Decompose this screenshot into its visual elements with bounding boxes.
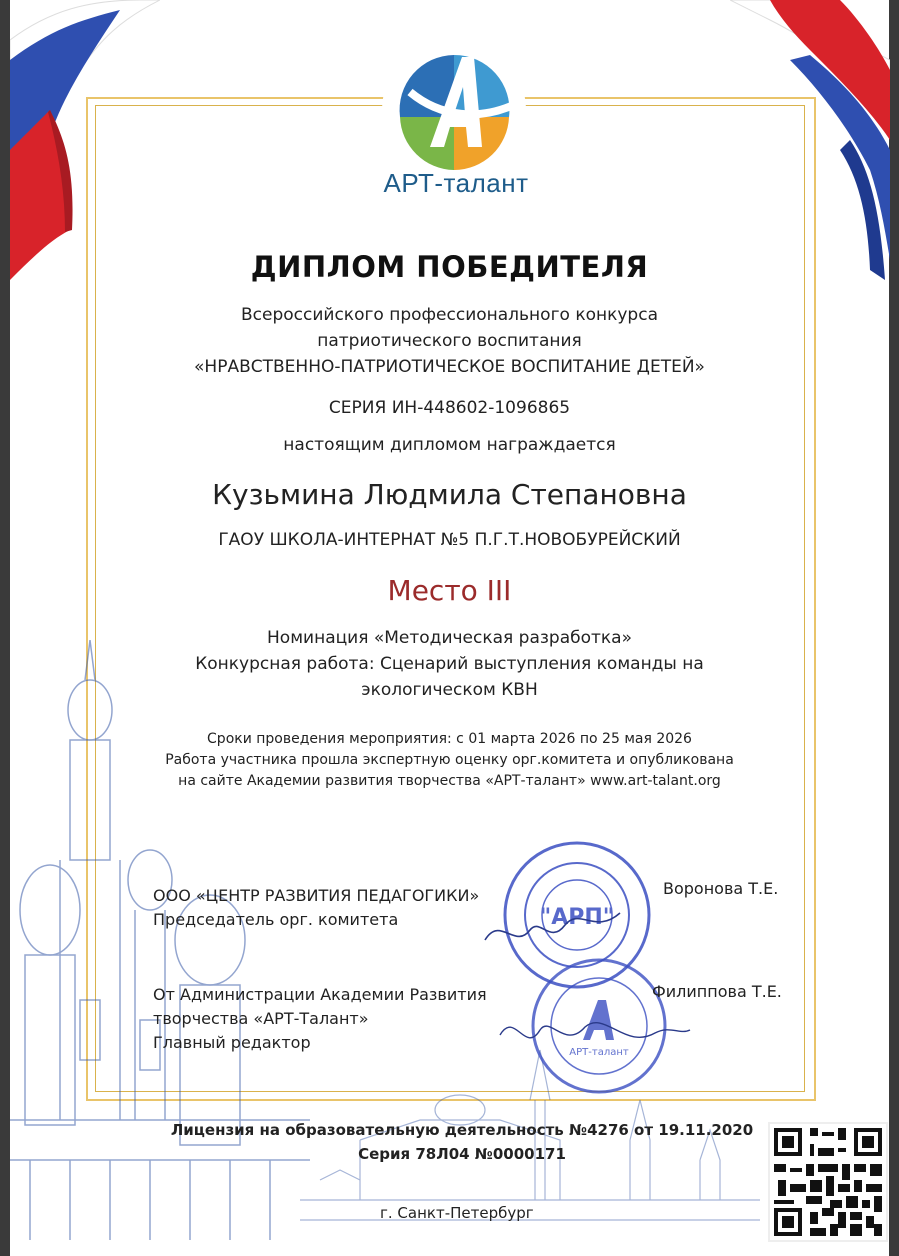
- event-dates: Сроки проведения мероприятия: с 01 марта 2026 по 25 мая 2026: [207, 731, 692, 747]
- stamp-art-talant-text: АРТ-талант: [569, 1047, 629, 1058]
- license-text: Лицензия на образовательную деятельность №4276 от 19.11.2020: [170, 1121, 754, 1139]
- series-number: СЕРИЯ ИН-448602-1096865: [328, 398, 571, 418]
- work-title-line-1: Конкурсная работа: Сценарий выступления команды на: [195, 654, 704, 674]
- logo-wordmark: АРТ-талант: [383, 168, 529, 198]
- organizer-role: Председатель орг. комитета: [153, 910, 399, 929]
- administration-line-1: От Администрации Академии Развития: [153, 985, 487, 1004]
- organizer-block: [153, 884, 479, 932]
- stamp-arp-text: "АРП": [539, 905, 615, 930]
- diploma-title: ДИПЛОМ ПОБЕДИТЕЛЯ: [250, 250, 649, 284]
- recipient-school: ГАОУ ШКОЛА-ИНТЕРНАТ №5 П.Г.Т.НОВОБУРЕЙСКИЙ: [218, 530, 681, 550]
- license-block: [152, 1118, 772, 1166]
- signer-2-name: Филиппова Т.Е.: [652, 982, 782, 1001]
- competition-line-1: Всероссийского профессионального конкурса: [241, 305, 658, 325]
- license-series: Серия 78Л04 №0000171: [358, 1145, 566, 1163]
- qr-code-icon: [768, 1122, 888, 1242]
- signature-1: [480, 895, 630, 955]
- recipient-name: Кузьмина Людмила Степановна: [212, 478, 687, 511]
- review-line-1: Работа участника прошла экспертную оценку орг.комитета и опубликована: [165, 752, 734, 768]
- award-place: Место III: [387, 574, 512, 607]
- review-line-2: на сайте Академии развития творчества «АРТ-талант» www.art-talant.org: [178, 773, 721, 789]
- city: г. Санкт-Петербург: [380, 1204, 534, 1222]
- administration-block: [153, 983, 487, 1055]
- signature-2: [495, 1005, 695, 1065]
- administration-line-2: творчества «АРТ-Талант»: [153, 1009, 369, 1028]
- competition-title: «НРАВСТВЕННО-ПАТРИОТИЧЕСКОЕ ВОСПИТАНИЕ ДЕТЕЙ»: [194, 357, 705, 377]
- competition-line-2: патриотического воспитания: [317, 331, 582, 351]
- signer-1-name: Воронова Т.Е.: [663, 879, 779, 898]
- work-title-line-2: экологическом КВН: [361, 680, 538, 700]
- nomination: Номинация «Методическая разработка»: [267, 628, 632, 648]
- administration-role: Главный редактор: [153, 1033, 311, 1052]
- awarded-caption: настоящим дипломом награждается: [283, 435, 616, 455]
- organizer-name: ООО «ЦЕНТР РАЗВИТИЯ ПЕДАГОГИКИ»: [153, 886, 480, 905]
